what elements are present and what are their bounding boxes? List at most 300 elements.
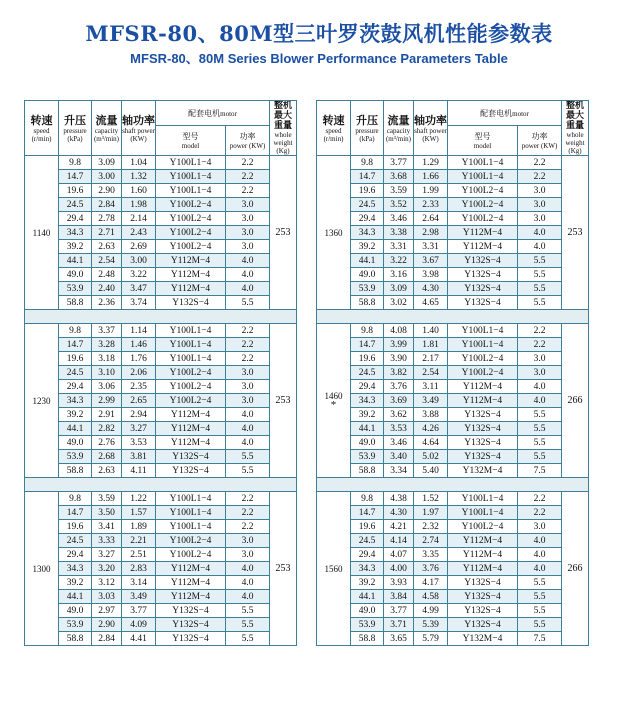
table-row <box>25 506 297 520</box>
motor-model-cell: Y100L2−4 <box>156 240 226 254</box>
pressure-cell: 39.2 <box>351 576 384 590</box>
table-row <box>25 380 297 394</box>
motor-power-cell: 2.2 <box>518 492 562 506</box>
table-row <box>317 394 589 408</box>
shaft-power-cell: 5.79 <box>414 632 448 646</box>
capacity-cell: 3.69 <box>384 394 414 408</box>
shaft-power-cell: 4.41 <box>122 632 156 646</box>
motor-model-cell: Y100L1−4 <box>156 324 226 338</box>
shaft-power-cell: 2.69 <box>122 240 156 254</box>
table-row <box>25 604 297 618</box>
pressure-cell: 49.0 <box>351 436 384 450</box>
motor-power-cell: 3.0 <box>518 520 562 534</box>
motor-power-cell: 7.5 <box>518 632 562 646</box>
motor-power-cell: 2.2 <box>518 170 562 184</box>
shaft-power-cell: 3.67 <box>414 254 448 268</box>
capacity-cell: 2.90 <box>92 618 122 632</box>
motor-power-cell: 3.0 <box>518 352 562 366</box>
pressure-cell: 9.8 <box>59 492 92 506</box>
motor-power-cell: 2.2 <box>226 338 270 352</box>
motor-power-cell: 2.2 <box>226 352 270 366</box>
table-row <box>25 240 297 254</box>
table-row <box>317 492 589 506</box>
motor-model-cell: Y100L1−4 <box>156 492 226 506</box>
table-row <box>25 450 297 464</box>
motor-power-cell: 2.2 <box>226 170 270 184</box>
table-row <box>25 590 297 604</box>
pressure-cell: 14.7 <box>351 506 384 520</box>
motor-model-cell: Y100L2−4 <box>156 198 226 212</box>
motor-model-cell: Y132M−4 <box>448 632 518 646</box>
table-row <box>317 450 589 464</box>
pressure-cell: 49.0 <box>59 604 92 618</box>
capacity-cell: 2.48 <box>92 268 122 282</box>
pressure-cell: 29.4 <box>351 380 384 394</box>
pressure-cell: 34.3 <box>59 226 92 240</box>
motor-model-cell: Y132S−4 <box>156 632 226 646</box>
table-row <box>317 198 589 212</box>
motor-model-cell: Y100L2−4 <box>448 184 518 198</box>
pressure-cell: 58.8 <box>351 296 384 310</box>
motor-model-cell: Y100L1−4 <box>156 170 226 184</box>
motor-model-cell: Y112M−4 <box>448 394 518 408</box>
header-pressure: 升压 pressure (kPa) <box>59 101 92 156</box>
table-row <box>317 562 589 576</box>
capacity-cell: 3.38 <box>384 226 414 240</box>
capacity-cell: 2.68 <box>92 450 122 464</box>
table-row <box>317 436 589 450</box>
table-row <box>25 254 297 268</box>
capacity-cell: 3.71 <box>384 618 414 632</box>
pressure-cell: 39.2 <box>351 408 384 422</box>
motor-model-cell: Y132S−4 <box>448 296 518 310</box>
pressure-cell: 24.5 <box>59 366 92 380</box>
shaft-power-cell: 1.46 <box>122 338 156 352</box>
table-row <box>317 576 589 590</box>
pressure-cell: 9.8 <box>351 156 384 170</box>
pressure-cell: 24.5 <box>351 366 384 380</box>
shaft-power-cell: 3.49 <box>122 590 156 604</box>
pressure-cell: 53.9 <box>351 450 384 464</box>
separator-cell <box>25 310 297 324</box>
performance-table-right <box>316 100 589 646</box>
pressure-cell: 44.1 <box>351 254 384 268</box>
capacity-cell: 3.46 <box>384 212 414 226</box>
motor-power-cell: 2.2 <box>226 506 270 520</box>
motor-model-cell: Y100L1−4 <box>448 170 518 184</box>
header-speed: 转速 speed (r/min) <box>317 101 351 156</box>
motor-model-cell: Y100L2−4 <box>448 352 518 366</box>
motor-model-cell: Y100L2−4 <box>156 380 226 394</box>
motor-model-cell: Y112M−4 <box>156 408 226 422</box>
capacity-cell: 3.62 <box>384 408 414 422</box>
shaft-power-cell: 1.40 <box>414 324 448 338</box>
shaft-power-cell: 2.14 <box>122 212 156 226</box>
motor-power-cell: 3.0 <box>518 198 562 212</box>
capacity-cell: 2.99 <box>92 394 122 408</box>
table-row <box>317 366 589 380</box>
table-row <box>25 338 297 352</box>
shaft-power-cell: 4.64 <box>414 436 448 450</box>
speed-cell <box>317 156 351 310</box>
motor-power-cell: 2.2 <box>226 156 270 170</box>
capacity-cell: 3.09 <box>92 156 122 170</box>
motor-power-cell: 3.0 <box>226 198 270 212</box>
weight-cell: 253 <box>270 324 297 478</box>
shaft-power-cell: 2.98 <box>414 226 448 240</box>
table-row <box>317 338 589 352</box>
shaft-power-cell: 3.47 <box>122 282 156 296</box>
motor-power-cell: 5.5 <box>518 604 562 618</box>
shaft-power-cell: 3.14 <box>122 576 156 590</box>
motor-model-cell: Y132S−4 <box>448 254 518 268</box>
pressure-cell: 34.3 <box>351 394 384 408</box>
motor-power-cell: 4.0 <box>226 436 270 450</box>
shaft-power-cell: 2.74 <box>414 534 448 548</box>
capacity-cell: 3.31 <box>384 240 414 254</box>
capacity-cell: 3.77 <box>384 156 414 170</box>
motor-power-cell: 5.5 <box>518 422 562 436</box>
speed-value: 1140 <box>32 227 51 238</box>
motor-power-cell: 2.2 <box>518 338 562 352</box>
motor-model-cell: Y132S−4 <box>448 576 518 590</box>
page-subtitle: MFSR-80、80M Series Blower Performance Parameters Table <box>130 51 508 66</box>
shaft-power-cell: 4.58 <box>414 590 448 604</box>
pressure-cell: 24.5 <box>351 534 384 548</box>
pressure-cell: 34.3 <box>59 394 92 408</box>
shaft-power-cell: 2.94 <box>122 408 156 422</box>
capacity-cell: 2.71 <box>92 226 122 240</box>
capacity-cell: 3.46 <box>384 436 414 450</box>
table-row <box>25 226 297 240</box>
motor-model-cell: Y112M−4 <box>448 240 518 254</box>
capacity-cell: 2.97 <box>92 604 122 618</box>
motor-power-cell: 4.0 <box>518 240 562 254</box>
pressure-cell: 49.0 <box>351 268 384 282</box>
header-power: 功率 power (KW) <box>226 126 270 156</box>
pressure-cell: 53.9 <box>59 450 92 464</box>
capacity-cell: 2.54 <box>92 254 122 268</box>
motor-model-cell: Y100L1−4 <box>156 184 226 198</box>
pressure-cell: 24.5 <box>59 198 92 212</box>
capacity-cell: 2.40 <box>92 282 122 296</box>
capacity-cell: 3.99 <box>384 338 414 352</box>
capacity-cell: 2.91 <box>92 408 122 422</box>
motor-power-cell: 5.5 <box>518 408 562 422</box>
motor-model-cell: Y132S−4 <box>156 604 226 618</box>
capacity-cell: 3.82 <box>384 366 414 380</box>
pressure-cell: 29.4 <box>59 380 92 394</box>
capacity-cell: 4.38 <box>384 492 414 506</box>
capacity-cell: 3.28 <box>92 338 122 352</box>
table-row <box>317 184 589 198</box>
capacity-cell: 3.59 <box>92 492 122 506</box>
table-row <box>317 212 589 226</box>
motor-power-cell: 5.5 <box>226 604 270 618</box>
capacity-cell: 4.30 <box>384 506 414 520</box>
pressure-cell: 49.0 <box>351 604 384 618</box>
table-row <box>25 296 297 310</box>
table-row <box>317 352 589 366</box>
capacity-cell: 3.33 <box>92 534 122 548</box>
motor-power-cell: 3.0 <box>226 534 270 548</box>
table-row <box>317 226 589 240</box>
header-motor: 配套电机motor <box>156 101 270 126</box>
weight-cell: 253 <box>270 492 297 646</box>
capacity-cell: 4.00 <box>384 562 414 576</box>
pressure-cell: 14.7 <box>351 338 384 352</box>
shaft-power-cell: 3.35 <box>414 548 448 562</box>
shaft-power-cell: 4.99 <box>414 604 448 618</box>
shaft-power-cell: 5.40 <box>414 464 448 478</box>
table-row <box>317 548 589 562</box>
table-row <box>317 380 589 394</box>
table-row <box>25 184 297 198</box>
shaft-power-cell: 1.81 <box>414 338 448 352</box>
motor-model-cell: Y100L1−4 <box>448 156 518 170</box>
capacity-cell: 3.10 <box>92 366 122 380</box>
capacity-cell: 3.40 <box>384 450 414 464</box>
shaft-power-cell: 1.76 <box>122 352 156 366</box>
motor-model-cell: Y112M−4 <box>156 254 226 268</box>
pressure-cell: 53.9 <box>351 282 384 296</box>
speed-cell <box>25 324 59 478</box>
motor-power-cell: 4.0 <box>226 590 270 604</box>
pressure-cell: 14.7 <box>59 506 92 520</box>
table-row <box>25 366 297 380</box>
table-row <box>317 604 589 618</box>
pressure-cell: 44.1 <box>59 422 92 436</box>
header-shaft-power: 轴功率 shaft power (KW) <box>122 101 156 156</box>
speed-note-mark: * <box>330 399 337 411</box>
pressure-cell: 44.1 <box>351 422 384 436</box>
shaft-power-cell: 4.30 <box>414 282 448 296</box>
motor-power-cell: 3.0 <box>226 366 270 380</box>
motor-model-cell: Y112M−4 <box>156 590 226 604</box>
table-row <box>25 534 297 548</box>
motor-model-cell: Y112M−4 <box>448 534 518 548</box>
shaft-power-cell: 3.22 <box>122 268 156 282</box>
pressure-cell: 58.8 <box>351 464 384 478</box>
shaft-power-cell: 3.81 <box>122 450 156 464</box>
table-row <box>317 324 589 338</box>
shaft-power-cell: 2.54 <box>414 366 448 380</box>
shaft-power-cell: 1.52 <box>414 492 448 506</box>
pressure-cell: 9.8 <box>351 324 384 338</box>
motor-power-cell: 5.5 <box>518 296 562 310</box>
table-row <box>317 464 589 478</box>
shaft-power-cell: 2.35 <box>122 380 156 394</box>
header-capacity: 流量 capacity (m³/min) <box>384 101 414 156</box>
motor-model-cell: Y132S−4 <box>448 604 518 618</box>
table-row <box>317 590 589 604</box>
shaft-power-cell: 4.65 <box>414 296 448 310</box>
capacity-cell: 2.63 <box>92 464 122 478</box>
shaft-power-cell: 3.76 <box>414 562 448 576</box>
capacity-cell: 3.27 <box>92 548 122 562</box>
table-row <box>25 618 297 632</box>
header-pressure: 升压 pressure (kPa) <box>351 101 384 156</box>
motor-power-cell: 4.0 <box>518 562 562 576</box>
motor-model-cell: Y112M−4 <box>448 226 518 240</box>
shaft-power-cell: 2.51 <box>122 548 156 562</box>
motor-power-cell: 4.0 <box>518 548 562 562</box>
header-power: 功率 power (KW) <box>518 126 562 156</box>
table-row <box>317 156 589 170</box>
motor-model-cell: Y112M−4 <box>156 576 226 590</box>
motor-model-cell: Y100L1−4 <box>156 156 226 170</box>
table-row <box>317 520 589 534</box>
table-row <box>25 170 297 184</box>
capacity-cell: 3.09 <box>384 282 414 296</box>
shaft-power-cell: 1.57 <box>122 506 156 520</box>
capacity-cell: 3.18 <box>92 352 122 366</box>
capacity-cell: 3.12 <box>92 576 122 590</box>
capacity-cell: 3.50 <box>92 506 122 520</box>
shaft-power-cell: 3.98 <box>414 268 448 282</box>
pressure-cell: 14.7 <box>351 170 384 184</box>
pressure-cell: 53.9 <box>59 282 92 296</box>
motor-power-cell: 5.5 <box>518 268 562 282</box>
motor-model-cell: Y132S−4 <box>448 618 518 632</box>
motor-model-cell: Y100L2−4 <box>448 366 518 380</box>
capacity-cell: 2.90 <box>92 184 122 198</box>
table-row <box>25 212 297 226</box>
shaft-power-cell: 1.99 <box>414 184 448 198</box>
motor-power-cell: 4.0 <box>518 380 562 394</box>
shaft-power-cell: 2.65 <box>122 394 156 408</box>
shaft-power-cell: 1.97 <box>414 506 448 520</box>
pressure-cell: 9.8 <box>59 324 92 338</box>
weight-cell: 253 <box>270 156 297 310</box>
capacity-cell: 3.06 <box>92 380 122 394</box>
motor-model-cell: Y100L2−4 <box>156 394 226 408</box>
motor-power-cell: 3.0 <box>518 212 562 226</box>
pressure-cell: 39.2 <box>59 576 92 590</box>
motor-power-cell: 4.0 <box>226 254 270 268</box>
motor-model-cell: Y112M−4 <box>156 436 226 450</box>
motor-power-cell: 5.5 <box>518 618 562 632</box>
capacity-cell: 2.84 <box>92 632 122 646</box>
motor-model-cell: Y100L1−4 <box>156 352 226 366</box>
motor-model-cell: Y132S−4 <box>448 450 518 464</box>
pressure-cell: 24.5 <box>351 198 384 212</box>
speed-cell <box>317 492 351 646</box>
table-row <box>317 632 589 646</box>
motor-power-cell: 4.0 <box>226 576 270 590</box>
pressure-cell: 58.8 <box>59 632 92 646</box>
capacity-cell: 3.41 <box>92 520 122 534</box>
shaft-power-cell: 1.66 <box>414 170 448 184</box>
motor-model-cell: Y132S−4 <box>448 268 518 282</box>
header-speed: 转速 speed (r/min) <box>25 101 59 156</box>
motor-power-cell: 5.5 <box>226 450 270 464</box>
shaft-power-cell: 2.32 <box>414 520 448 534</box>
table-row <box>317 268 589 282</box>
table-row <box>317 254 589 268</box>
shaft-power-cell: 2.43 <box>122 226 156 240</box>
motor-model-cell: Y132S−4 <box>448 436 518 450</box>
table-row <box>25 548 297 562</box>
capacity-cell: 3.53 <box>384 422 414 436</box>
speed-value: 1560 <box>324 563 343 574</box>
table-row <box>25 282 297 296</box>
pressure-cell: 19.6 <box>351 352 384 366</box>
capacity-cell: 4.07 <box>384 548 414 562</box>
pressure-cell: 34.3 <box>59 562 92 576</box>
speed-cell <box>25 156 59 310</box>
motor-power-cell: 2.2 <box>226 324 270 338</box>
motor-model-cell: Y132S−4 <box>448 408 518 422</box>
separator-cell <box>25 478 297 492</box>
table-row <box>317 296 589 310</box>
performance-table-left <box>24 100 297 646</box>
pressure-cell: 29.4 <box>351 548 384 562</box>
motor-model-cell: Y100L2−4 <box>156 548 226 562</box>
capacity-cell: 3.16 <box>384 268 414 282</box>
motor-power-cell: 4.0 <box>226 282 270 296</box>
motor-model-cell: Y112M−4 <box>156 268 226 282</box>
capacity-cell: 3.22 <box>384 254 414 268</box>
shaft-power-cell: 3.00 <box>122 254 156 268</box>
pressure-cell: 58.8 <box>59 464 92 478</box>
speed-value: 1300 <box>32 563 51 574</box>
shaft-power-cell: 1.89 <box>122 520 156 534</box>
pressure-cell: 44.1 <box>351 590 384 604</box>
shaft-power-cell: 1.14 <box>122 324 156 338</box>
table-row <box>25 408 297 422</box>
capacity-cell: 2.76 <box>92 436 122 450</box>
motor-power-cell: 4.0 <box>518 394 562 408</box>
table-row <box>25 268 297 282</box>
motor-power-cell: 3.0 <box>226 226 270 240</box>
motor-power-cell: 5.5 <box>226 464 270 478</box>
pressure-cell: 29.4 <box>351 212 384 226</box>
motor-model-cell: Y112M−4 <box>156 562 226 576</box>
pressure-cell: 19.6 <box>59 184 92 198</box>
motor-model-cell: Y132S−4 <box>156 464 226 478</box>
shaft-power-cell: 1.60 <box>122 184 156 198</box>
motor-power-cell: 4.0 <box>518 226 562 240</box>
table-row <box>25 562 297 576</box>
motor-power-cell: 4.0 <box>226 408 270 422</box>
motor-power-cell: 5.5 <box>518 282 562 296</box>
motor-power-cell: 3.0 <box>226 212 270 226</box>
shaft-power-cell: 4.09 <box>122 618 156 632</box>
shaft-power-cell: 5.39 <box>414 618 448 632</box>
motor-model-cell: Y132S−4 <box>448 282 518 296</box>
motor-model-cell: Y100L1−4 <box>448 492 518 506</box>
pressure-cell: 44.1 <box>59 254 92 268</box>
capacity-cell: 3.37 <box>92 324 122 338</box>
shaft-power-cell: 3.74 <box>122 296 156 310</box>
motor-power-cell: 5.5 <box>226 296 270 310</box>
speed-value: 1460 <box>324 391 343 401</box>
capacity-cell: 2.82 <box>92 422 122 436</box>
pressure-cell: 39.2 <box>59 408 92 422</box>
motor-model-cell: Y100L1−4 <box>156 338 226 352</box>
capacity-cell: 3.59 <box>384 184 414 198</box>
shaft-power-cell: 1.22 <box>122 492 156 506</box>
motor-power-cell: 4.0 <box>226 268 270 282</box>
table-row <box>317 422 589 436</box>
speed-cell <box>317 324 351 478</box>
pressure-cell: 19.6 <box>59 520 92 534</box>
header-shaft-power: 轴功率 shaft power (KW) <box>414 101 448 156</box>
motor-model-cell: Y132S−4 <box>156 296 226 310</box>
table-row <box>317 170 589 184</box>
pressure-cell: 24.5 <box>59 534 92 548</box>
